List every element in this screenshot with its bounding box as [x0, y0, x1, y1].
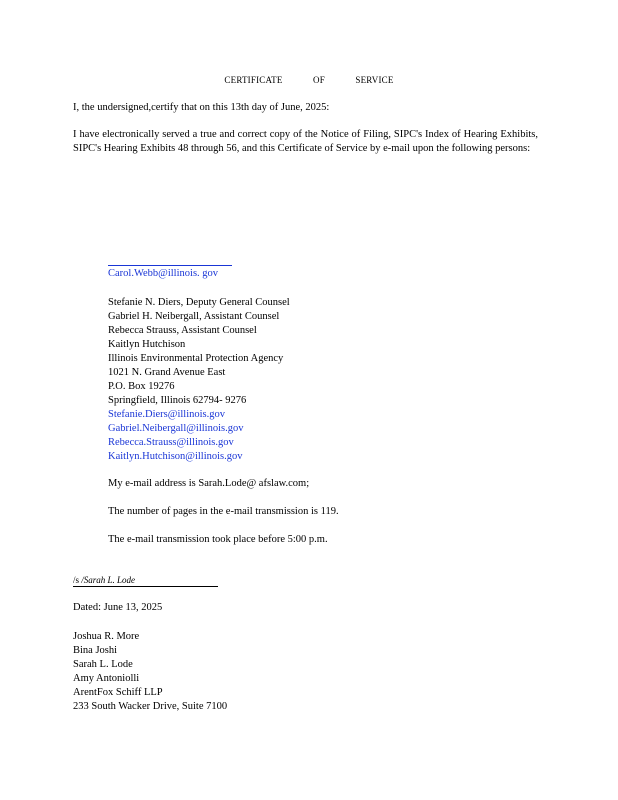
signatory-line: Amy Antoniolli	[73, 673, 140, 684]
signatory-line: Bina Joshi	[73, 645, 118, 656]
electronic-signature	[73, 575, 135, 585]
intro-paragraph: I, the undersigned,certify that on this 13th day of June, 2025:	[73, 102, 330, 113]
contact-name: Gabriel H. Neibergall, Assistant Counsel	[108, 311, 280, 322]
transmission-time-statement: The e-mail transmission took place before 5:00 p.m.	[108, 534, 328, 545]
signature-line	[73, 586, 218, 587]
contact-name: Rebecca Strauss, Assistant Counsel	[108, 325, 257, 336]
contact-email-link[interactable]: Stefanie.Diers@illinois.gov	[108, 409, 225, 420]
signatory-line: Sarah L. Lode	[73, 659, 133, 670]
agency-address-line: Springfield, Illinois 62794- 9276	[108, 395, 247, 406]
contact-email-link[interactable]: Gabriel.Neibergall@illinois.gov	[108, 423, 244, 434]
agency-address-line: P.O. Box 19276	[108, 381, 175, 392]
service-statement: I have electronically served a true and correct copy of the Notice of Filing, SIPC's Index of Hearing Exhibits, SIPC's Hearing Exhibits 48 through 56, and this Certificate of Service by e-mail upon the following persons:	[73, 129, 538, 154]
page-count-statement: The number of pages in the e-mail transmission is 119.	[108, 506, 339, 517]
dated-line: Dated: June 13, 2025	[73, 602, 163, 613]
signatory-block	[73, 630, 227, 714]
signature-prefix: /s	[73, 575, 80, 585]
contact-name: Stefanie N. Diers, Deputy General Counsel	[108, 297, 290, 308]
email-address-statement: My e-mail address is Sarah.Lode@ afslaw.com;	[108, 478, 310, 489]
firm-name: ArentFox Schiff LLP	[73, 687, 163, 698]
contact-email-link[interactable]: Kaitlyn.Hutchison@illinois.gov	[108, 451, 243, 462]
service-contact-block	[108, 296, 290, 464]
first-service-email[interactable]: Carol.Webb@illinois. gov	[108, 268, 219, 279]
agency-address-line: 1021 N. Grand Avenue East	[108, 367, 226, 378]
signatory-line: Joshua R. More	[73, 631, 140, 642]
certificate-title: CERTIFICATE OF SERVICE	[224, 75, 394, 85]
signature-name: /Sarah L. Lode	[81, 575, 136, 585]
contact-name: Kaitlyn Hutchison	[108, 339, 186, 350]
contact-email-link[interactable]: Rebecca.Strauss@illinois.gov	[108, 437, 234, 448]
agency-address-line: Illinois Environmental Protection Agency	[108, 353, 284, 364]
service-list-divider	[108, 265, 232, 266]
firm-address: 233 South Wacker Drive, Suite 7100	[73, 701, 228, 712]
